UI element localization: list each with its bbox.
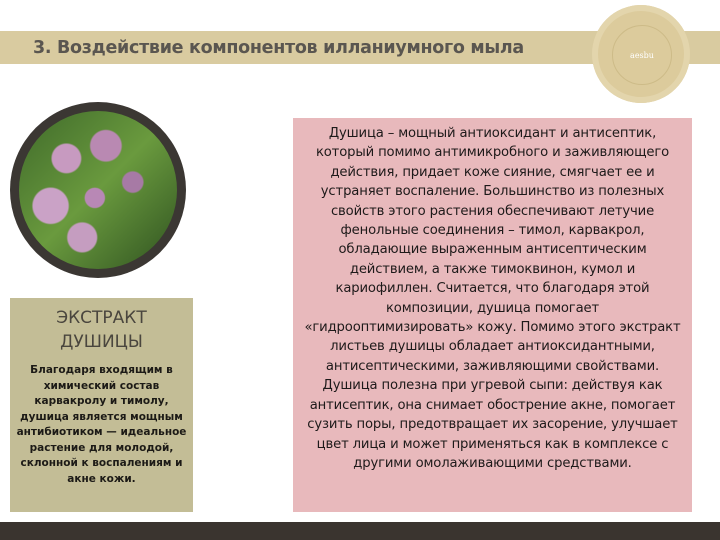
extract-box bbox=[10, 298, 193, 512]
extract-text: Благодаря входящим в химический состав карвакролу и тимолу, душица является мощным антибиотиком — идеальное растение для молодой, склонной к воспалениям и акне кожи. bbox=[16, 364, 187, 485]
slide-title: 3. Воздействие компонентов илланиумного мыла bbox=[33, 38, 524, 58]
seal-inner: aesbu bbox=[612, 25, 672, 85]
footer-bar bbox=[0, 522, 720, 540]
description-text: Душица – мощный антиоксидант и антисептик, который помимо антимикробного и заживляющего действия, придает коже сияние, смягчает ее и устраняет воспаление. Большинство из полезных свойств этого растения обеспечивают летучие фенольные соединения – тимол, карвакрол, обладающие выраженным антисептическим действием, а также тимоквинон, кумол и кариофиллен. Считается, что благодаря этой композиции, душица помогает «гидрооптимизировать» кожу. Помимо этого экстракт листьев душицы обладает антиоксидантными, антисептическими, заживляющими свойствами. Душица полезна при угревой сыпи: действуя как антисептик, она снимает обострение акне, помогает сузить поры, предотвращает их засорение, улучшает цвет лица и может применяться как в комплексе с другими омолаживающими средствами. bbox=[304, 126, 681, 471]
heading-line: ЭКСТРАКТ bbox=[56, 308, 147, 328]
photo-frame bbox=[10, 102, 186, 278]
extract-heading bbox=[10, 306, 193, 354]
oregano-photo bbox=[19, 111, 177, 269]
description-box bbox=[293, 118, 692, 512]
seal-logo bbox=[592, 5, 690, 103]
heading-line: ДУШИЦЫ bbox=[60, 332, 143, 352]
